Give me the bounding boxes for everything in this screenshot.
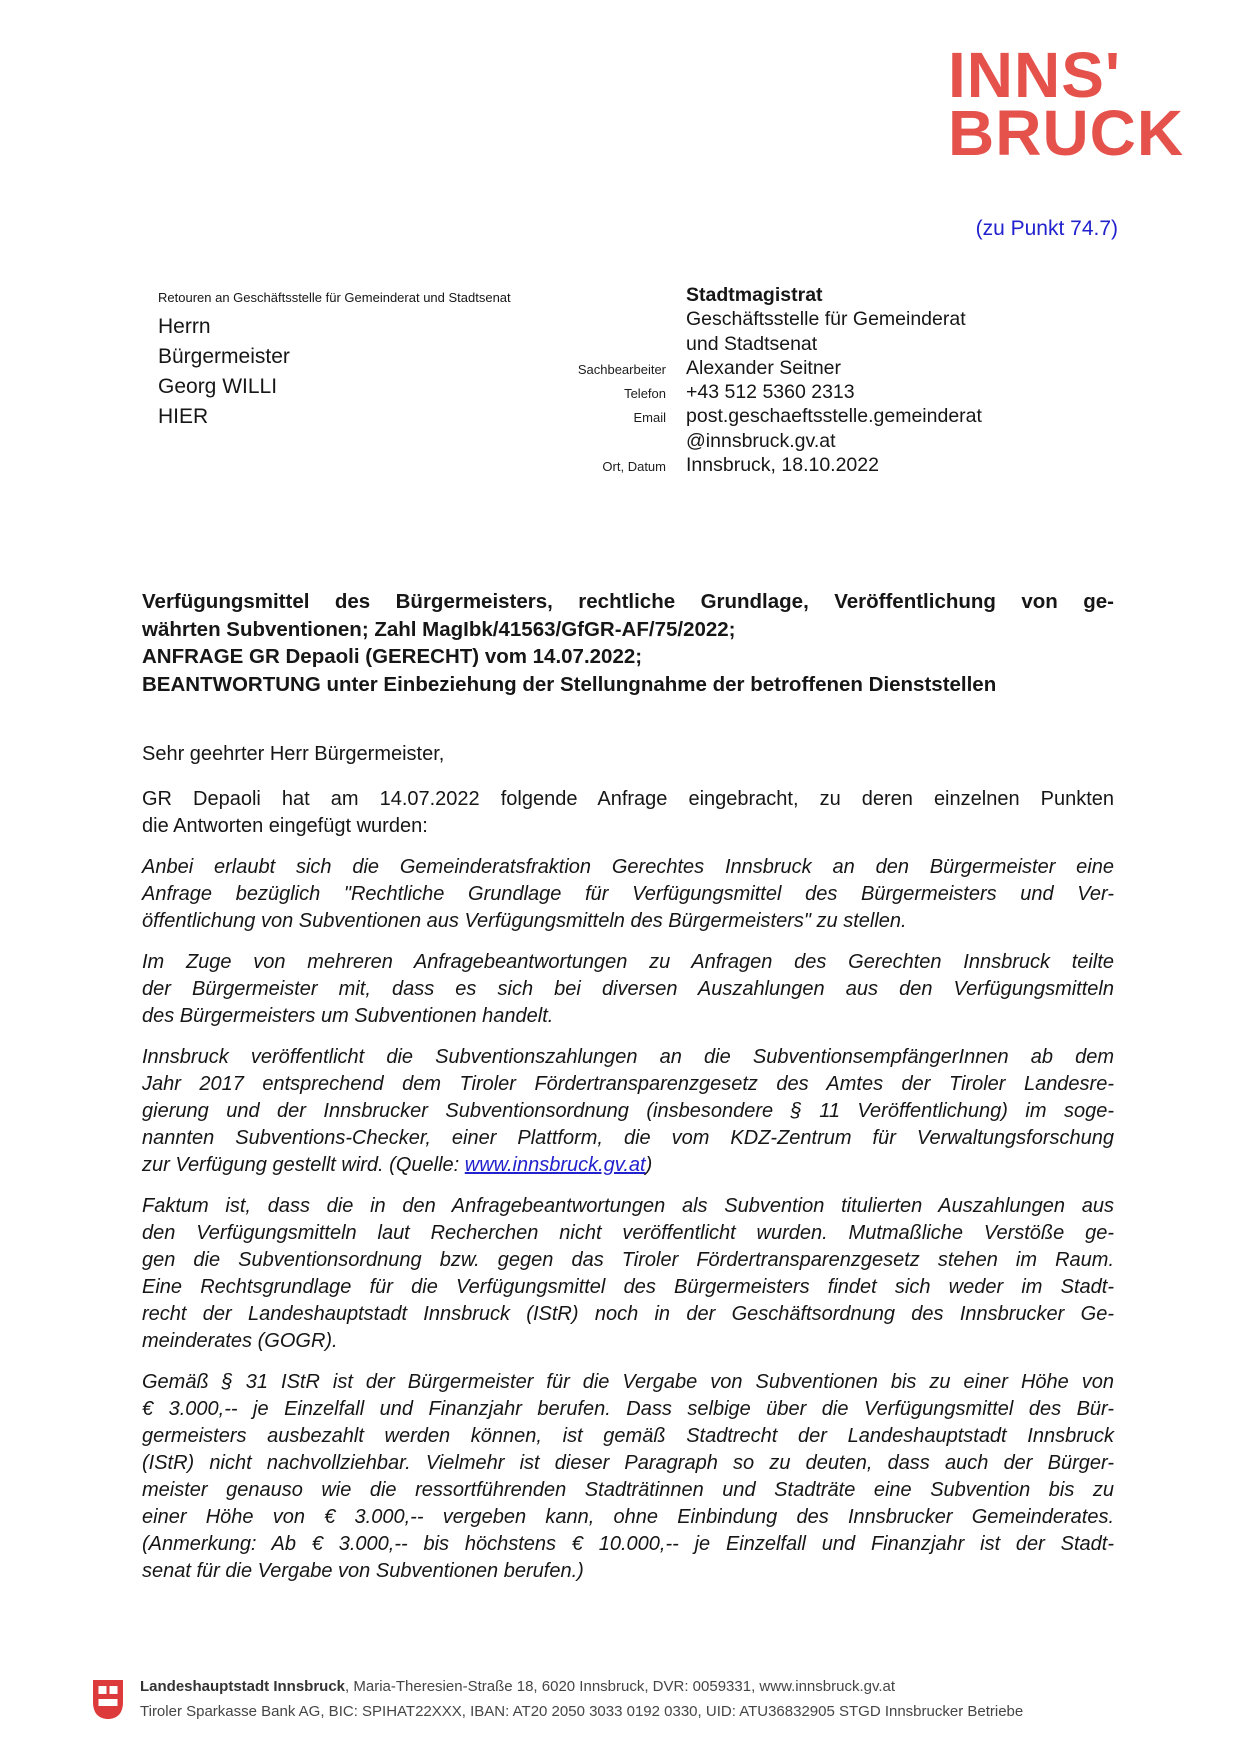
footer-line-1	[140, 1674, 1023, 1699]
logo-line-1: INNS'	[948, 39, 1122, 111]
recipient-block	[158, 290, 511, 432]
paragraph-line: Gemäß § 31 IStR ist der Bürgermeister für die Vergabe von Subventionen bis zu einer Höhe von	[142, 1371, 1114, 1393]
paragraph	[142, 1044, 1114, 1179]
sender-field-value: Innsbruck, 18.10.2022	[686, 454, 879, 477]
footer-org-address: , Maria-Theresien-Straße 18, 6020 Innsbruck, DVR: 0059331, www.innsbruck.gv.at	[345, 1678, 896, 1695]
paragraph-line: nannten Subventions-Checker, einer Plattform, die vom KDZ-Zentrum für Verwaltungsforschung	[142, 1127, 1114, 1149]
paragraph	[142, 786, 1114, 840]
recipient-line: Bürgermeister	[158, 345, 290, 368]
sender-field-label: Email	[633, 410, 666, 426]
paragraph-line: meister genauso wie die ressortführenden Stadträtinnen und Stadträte eine Subvention bis zu	[142, 1479, 1114, 1501]
sender-block	[510, 284, 982, 478]
footer	[90, 1674, 1023, 1725]
sender-field-value: Geschäftsstelle für Gemeinderat	[686, 308, 966, 331]
paragraph-line: € 3.000,-- je Einzelfall und Finanzjahr berufen. Dass selbige über die Verfügungsmittel des Bür-	[142, 1398, 1114, 1420]
paragraph-line	[142, 1152, 1114, 1179]
paragraph	[142, 949, 1114, 1030]
subject-line: ANFRAGE GR Depaoli (GERECHT) vom 14.07.2022;	[142, 645, 643, 668]
paragraph-line: Innsbruck veröffentlicht die Subventionszahlungen an die SubventionsempfängerInnen ab dem	[142, 1046, 1114, 1068]
sender-field-label: Telefon	[624, 386, 666, 402]
paragraph-line: der Bürgermeister mit, dass es sich bei diversen Auszahlungen aus den Verfügungsmitteln	[142, 978, 1114, 1000]
paragraph-line: senat für die Vergabe von Subventionen berufen.)	[142, 1560, 584, 1582]
sender-field-value: Alexander Seitner	[686, 356, 842, 379]
innsbruck-crest-icon	[90, 1678, 126, 1725]
paragraph	[142, 1369, 1114, 1585]
sender-row	[510, 357, 982, 381]
paragraph-line: (Anmerkung: Ab € 3.000,-- bis höchstens € 10.000,-- je Einzelfall und Finanzjahr ist der Stadt-	[142, 1533, 1114, 1555]
paragraph-line: die Antworten eingefügt wurden:	[142, 815, 428, 837]
paragraph-line: Anbei erlaubt sich die Gemeinderatsfraktion Gerechtes Innsbruck an den Bürgermeister eine	[142, 856, 1114, 878]
paragraph-line: GR Depaoli hat am 14.07.2022 folgende Anfrage eingebracht, zu deren einzelnen Punkten	[142, 788, 1114, 810]
footer-line-2: Tiroler Sparkasse Bank AG, BIC: SPIHAT22XXX, IBAN: AT20 2050 3033 0192 0330, UID: ATU36832905 STGD Innsbrucker Betriebe	[140, 1703, 1024, 1720]
paragraph-line: Im Zuge von mehreren Anfragebeantwortungen zu Anfragen des Gerechten Innsbruck teilte	[142, 951, 1114, 973]
sender-field-label: Ort, Datum	[602, 459, 666, 475]
return-address-note: Retouren an Geschäftsstelle für Gemeinderat und Stadtsenat	[158, 290, 511, 305]
paragraph-line: Faktum ist, dass die in den Anfragebeantwortungen als Subvention titulierten Auszahlungen aus	[142, 1195, 1114, 1217]
sender-field-value: post.geschaeftsstelle.gemeinderat	[686, 405, 982, 428]
footer-org-name: Landeshauptstadt Innsbruck	[140, 1678, 346, 1695]
subject-line: währten Subventionen; Zahl MagIbk/41563/GfGR-AF/75/2022;	[142, 617, 736, 641]
sender-field-value: +43 512 5360 2313	[686, 381, 855, 404]
sender-row	[510, 405, 982, 429]
paragraph-line: Anfrage bezüglich "Rechtliche Grundlage für Verfügungsmittel des Bürgermeisters und Ver-	[142, 883, 1114, 905]
agenda-point-annotation: (zu Punkt 74.7)	[975, 217, 1118, 240]
sender-row	[510, 308, 982, 332]
logo-line-2: BRUCK	[948, 97, 1185, 169]
paragraph	[142, 1193, 1114, 1355]
subject-line: Verfügungsmittel des Bürgermeisters, rechtliche Grundlage, Veröffentlichung von ge-	[142, 590, 1114, 613]
paragraph-line: öffentlichung von Subventionen aus Verfügungsmitteln des Bürgermeisters" zu stellen.	[142, 910, 907, 932]
paragraph-line: des Bürgermeisters um Subventionen handelt.	[142, 1005, 554, 1027]
paragraph-line: den Verfügungsmitteln laut Recherchen nicht veröffentlicht wurden. Mutmaßliche Verstöße ge-	[142, 1222, 1114, 1244]
recipient-line: Georg WILLI	[158, 375, 278, 398]
innsbruck-link[interactable]: www.innsbruck.gv.at	[464, 1154, 646, 1176]
paragraph-line: (IStR) nicht nachvollziehbar. Vielmehr ist dieser Paragraph so zu deuten, dass auch der Bürger-	[142, 1452, 1114, 1474]
paragraph-line: Eine Rechtsgrundlage für die Verfügungsmittel des Bürgermeisters findet sich weder im Stadt-	[142, 1276, 1114, 1298]
sender-row	[510, 454, 982, 478]
link-line-prefix: zur Verfügung gestellt wird. (Quelle:	[142, 1154, 465, 1176]
sender-row	[510, 430, 982, 454]
sender-field-value: Stadtmagistrat	[686, 284, 823, 306]
paragraph-line: meinderates (GOGR).	[142, 1330, 338, 1352]
paragraph	[142, 854, 1114, 935]
sender-row	[510, 333, 982, 357]
recipient-line: HIER	[158, 405, 209, 428]
subject-line: BEANTWORTUNG unter Einbeziehung der Stellungnahme der betroffenen Dienststellen	[142, 672, 997, 696]
sender-field-value: @innsbruck.gv.at	[686, 429, 836, 452]
recipient-line: Herrn	[158, 315, 211, 338]
link-line-suffix: )	[645, 1154, 653, 1176]
greeting: Sehr geehrter Herr Bürgermeister,	[142, 743, 445, 765]
paragraphs	[142, 786, 1114, 1585]
innsbruck-logo	[948, 39, 1185, 169]
recipient-lines	[158, 312, 511, 432]
sender-field-label: Sachbearbeiter	[577, 361, 666, 377]
sender-row	[510, 381, 982, 405]
paragraph-line: Jahr 2017 entsprechend dem Tiroler Fördertransparenzgesetz des Amtes der Tiroler Landesre-	[142, 1073, 1114, 1095]
sender-fields	[510, 284, 982, 478]
paragraph-line: germeisters ausbezahlt werden können, ist gemäß Stadtrecht der Landeshauptstadt Innsbruck	[142, 1425, 1114, 1447]
letter-body	[142, 741, 1114, 1599]
sender-field-value: und Stadtsenat	[686, 332, 818, 355]
paragraph-line: gierung und der Innsbrucker Subventionsordnung (insbesondere § 11 Veröffentlichung) im soge-	[142, 1100, 1114, 1122]
paragraph-line: gen die Subventionsordnung bzw. gegen das Tiroler Fördertransparenzgesetz stehen im Raum.	[142, 1249, 1114, 1271]
sender-row	[510, 284, 982, 308]
footer-text	[140, 1674, 1023, 1724]
paragraph-line: recht der Landeshauptstadt Innsbruck (IStR) noch in der Geschäftsordnung des Innsbrucker Ge-	[142, 1303, 1114, 1325]
subject-block	[142, 588, 1114, 698]
paragraph-line: einer Höhe von € 3.000,-- vergeben kann, ohne Einbindung des Innsbrucker Gemeinderates.	[142, 1506, 1114, 1528]
